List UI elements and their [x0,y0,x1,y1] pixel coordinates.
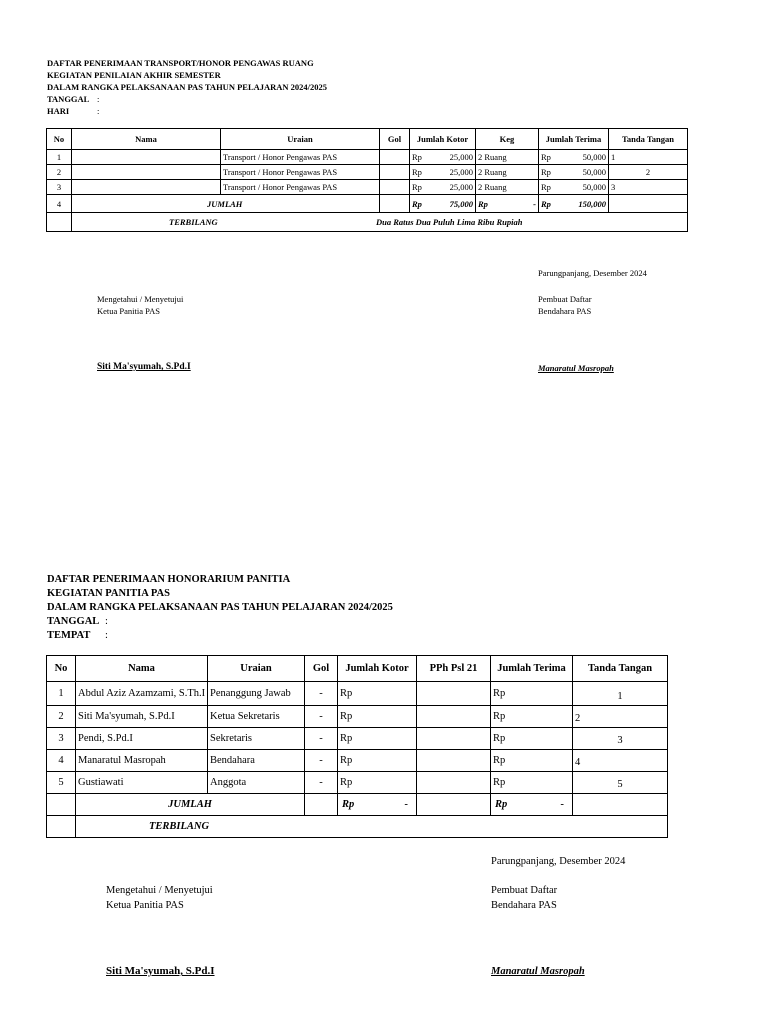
cell-uraian: Anggota [208,772,305,794]
doc2-tempat-label: TEMPAT [47,630,91,641]
amount-value: 150,000 [578,198,606,209]
doc2-right-signatory-name: Manaratul Masropah [491,966,585,977]
cell-tanda-tangan: 4 [573,750,668,772]
doc2-left-sign-line-2: Ketua Panitia PAS [106,900,184,911]
currency-label: Rp [478,198,488,209]
cell-gol [380,165,410,180]
cell-pph [417,728,491,750]
table-row [47,772,668,794]
cell-uraian: Transport / Honor Pengawas PAS [221,165,380,180]
currency-label: Rp [541,182,551,192]
cell-jumlah-terima [539,150,609,165]
doc2-left-sign-block [106,883,213,913]
cell-nama [72,180,221,195]
cell-no: 3 [47,728,76,750]
amount-value: - [404,799,408,810]
doc1-right-sign-line-2: Bendahara PAS [538,306,592,316]
doc1-right-sign-block [538,293,592,317]
cell-keg: 2 Ruang [476,165,539,180]
cell-jumlah-kotor [410,165,476,180]
doc2-title-line-2: KEGIATAN PANITIA PAS [47,588,170,599]
cell-jumlah-kotor: Rp [338,728,417,750]
cell-jumlah-terima: Rp [491,706,573,728]
doc2-right-sign-block [491,883,557,913]
doc2-table [46,655,668,838]
currency-label: Rp [412,167,422,177]
doc2-tanggal-label: TANGGAL [47,616,100,627]
doc2-place-date: Parungpanjang, Desember 2024 [491,856,626,867]
table-row [47,165,688,180]
doc1-terbilang-row [47,213,688,232]
cell-gol [380,180,410,195]
cell-tanda-tangan [609,195,688,213]
cell-jumlah-terima [539,165,609,180]
cell-no: 1 [47,682,76,706]
cell-uraian: Ketua Sekretaris [208,706,305,728]
doc1-tanggal-colon: : [97,94,100,104]
doc1-sum-kotor [410,195,476,213]
cell-empty [47,213,72,232]
cell-uraian: Bendahara [208,750,305,772]
doc1-left-sign-line-2: Ketua Panitia PAS [97,306,160,316]
cell-pph [417,706,491,728]
doc1-title-line-1: DAFTAR PENERIMAAN TRANSPORT/HONOR PENGAWAS RUANG [47,58,314,68]
doc2-table-header [47,656,668,682]
cell-nama: Siti Ma'syumah, S.Pd.I [76,706,208,728]
cell-jumlah-kotor [410,180,476,195]
cell-nama [72,150,221,165]
doc2-col-nama: Nama [76,656,208,682]
cell-gol: - [305,728,338,750]
cell-no: 2 [47,706,76,728]
doc1-tanggal-label: TANGGAL [47,94,90,104]
cell-nama: Manaratul Masropah [76,750,208,772]
table-row [47,728,668,750]
cell-nama [72,165,221,180]
doc1-col-no: No [47,129,72,150]
doc1-terbilang-label: TERBILANG [169,217,218,227]
doc1-right-signatory-name: Manaratul Masropah [538,363,614,373]
cell-jumlah-terima: Rp [491,750,573,772]
amount-value: 50,000 [582,167,606,177]
doc2-col-gol: Gol [305,656,338,682]
cell-jumlah-terima: Rp [491,682,573,706]
doc1-right-sign-line-1: Pembuat Daftar [538,294,592,304]
amount-value: 75,000 [449,198,473,209]
cell-uraian: Sekretaris [208,728,305,750]
currency-label: Rp [541,198,551,209]
cell-no: 2 [47,165,72,180]
cell-tanda-tangan: 1 [573,682,668,706]
cell-keg: 2 Ruang [476,180,539,195]
doc2-right-sign-line-1: Pembuat Daftar [491,885,558,896]
table-row [47,150,688,165]
doc2-col-jumlah-kotor: Jumlah Kotor [338,656,417,682]
cell-jumlah-kotor: Rp [338,750,417,772]
cell-jumlah-terima: Rp [491,772,573,794]
doc1-col-jumlah-terima: Jumlah Terima [539,129,609,150]
cell-jumlah-terima: Rp [491,728,573,750]
cell-gol: - [305,772,338,794]
cell-nama: Pendi, S.Pd.I [76,728,208,750]
cell-no: 4 [47,750,76,772]
doc1-col-gol: Gol [380,129,410,150]
doc1-place-date: Parungpanjang, Desember 2024 [538,268,647,278]
doc2-tanggal-colon: : [105,616,108,627]
cell-tanda-tangan: 2 [609,165,688,180]
doc2-col-no: No [47,656,76,682]
table-row [47,750,668,772]
cell-no [47,794,76,816]
currency-label: Rp [342,799,355,810]
amount-value: 25,000 [449,167,473,177]
doc2-sum-kotor [338,794,417,816]
doc1-col-jumlah-kotor: Jumlah Kotor [410,129,476,150]
amount-value: 50,000 [582,152,606,162]
cell-no: 3 [47,180,72,195]
table-row [47,180,688,195]
doc2-left-sign-line-1: Mengetahui / Menyetujui [106,885,213,896]
doc2-terbilang-label: TERBILANG [76,816,668,838]
doc1-tanggal-row [47,93,327,105]
currency-label: Rp [541,152,551,162]
cell-tanda-tangan [573,794,668,816]
amount-value: - [560,799,564,810]
cell-empty [47,816,76,838]
doc1-sum-terima [539,195,609,213]
cell-jumlah-kotor: Rp [338,682,417,706]
cell-uraian: Transport / Honor Pengawas PAS [221,150,380,165]
cell-gol: - [305,706,338,728]
doc2-title-line-1: DAFTAR PENERIMAAN HONORARIUM PANITIA [47,574,291,585]
doc1-left-sign-line-1: Mengetahui / Menyetujui [97,294,184,304]
doc2-sum-label: JUMLAH [76,794,305,816]
cell-gol [380,150,410,165]
doc1-hari-colon: : [97,106,100,116]
doc2-title-line-3: DALAM RANGKA PELAKSANAAN PAS TAHUN PELAJARAN 2024/2025 [47,602,393,613]
doc1-title-line-2: KEGIATAN PENILAIAN AKHIR SEMESTER [47,70,221,80]
cell-nama: Gustiawati [76,772,208,794]
doc1-left-sign-block [97,293,183,317]
cell-gol [380,195,410,213]
cell-tanda-tangan: 2 [573,706,668,728]
doc1-header [47,57,327,117]
doc2-header [47,573,393,643]
doc1-sum-label: JUMLAH [72,195,380,213]
cell-tanda-tangan: 5 [573,772,668,794]
doc2-tempat-row [47,629,393,643]
amount-value: 25,000 [449,152,473,162]
doc1-table [46,128,688,232]
cell-jumlah-terima [539,180,609,195]
doc1-col-tanda-tangan: Tanda Tangan [609,129,688,150]
doc1-title-line-3: DALAM RANGKA PELAKSANAAN PAS TAHUN PELAJARAN 2024/2025 [47,82,328,92]
cell-tanda-tangan: 3 [609,180,688,195]
doc2-col-jumlah-terima: Jumlah Terima [491,656,573,682]
doc1-col-uraian: Uraian [221,129,380,150]
doc1-col-keg: Keg [476,129,539,150]
currency-label: Rp [541,167,551,177]
cell-jumlah-kotor: Rp [338,706,417,728]
doc2-sum-row [47,794,668,816]
doc1-terbilang-value: Dua Ratus Dua Puluh Lima Ribu Rupiah [376,217,523,227]
cell-gol: - [305,750,338,772]
doc2-col-tanda-tangan: Tanda Tangan [573,656,668,682]
cell-no: 5 [47,772,76,794]
amount-value: - [533,198,536,209]
doc1-hari-label: HARI [47,106,70,116]
doc2-tanggal-row [47,615,393,629]
amount-value: 50,000 [582,182,606,192]
doc1-hari-row [47,105,327,117]
doc1-terbilang-cell [72,213,688,232]
cell-gol: - [305,682,338,706]
doc1-table-header [47,129,688,150]
cell-no: 1 [47,150,72,165]
currency-label: Rp [412,198,422,209]
cell-nama: Abdul Aziz Azamzami, S.Th.I [76,682,208,706]
cell-tanda-tangan: 1 [609,150,688,165]
doc1-sum-row [47,195,688,213]
amount-value: 25,000 [449,182,473,192]
currency-label: Rp [495,799,508,810]
cell-uraian: Penanggung Jawab [208,682,305,706]
table-row [47,682,668,706]
doc2-terbilang-row [47,816,668,838]
cell-keg: 2 Ruang [476,150,539,165]
doc2-col-uraian: Uraian [208,656,305,682]
cell-uraian: Transport / Honor Pengawas PAS [221,180,380,195]
cell-pph [417,772,491,794]
cell-gol [305,794,338,816]
doc2-sum-terima [491,794,573,816]
cell-no: 4 [47,195,72,213]
cell-pph [417,794,491,816]
doc2-right-sign-line-2: Bendahara PAS [491,900,557,911]
cell-tanda-tangan: 3 [573,728,668,750]
doc2-tempat-colon: : [105,630,108,641]
doc1-left-signatory-name: Siti Ma'syumah, S.Pd.I [97,362,191,372]
doc1-col-nama: Nama [72,129,221,150]
cell-jumlah-kotor [410,150,476,165]
currency-label: Rp [412,182,422,192]
doc1-sum-keg [476,195,539,213]
table-row [47,706,668,728]
doc2-col-pph: PPh Psl 21 [417,656,491,682]
cell-pph [417,682,491,706]
cell-pph [417,750,491,772]
currency-label: Rp [412,152,422,162]
cell-jumlah-kotor: Rp [338,772,417,794]
doc2-left-signatory-name: Siti Ma'syumah, S.Pd.I [106,965,215,977]
